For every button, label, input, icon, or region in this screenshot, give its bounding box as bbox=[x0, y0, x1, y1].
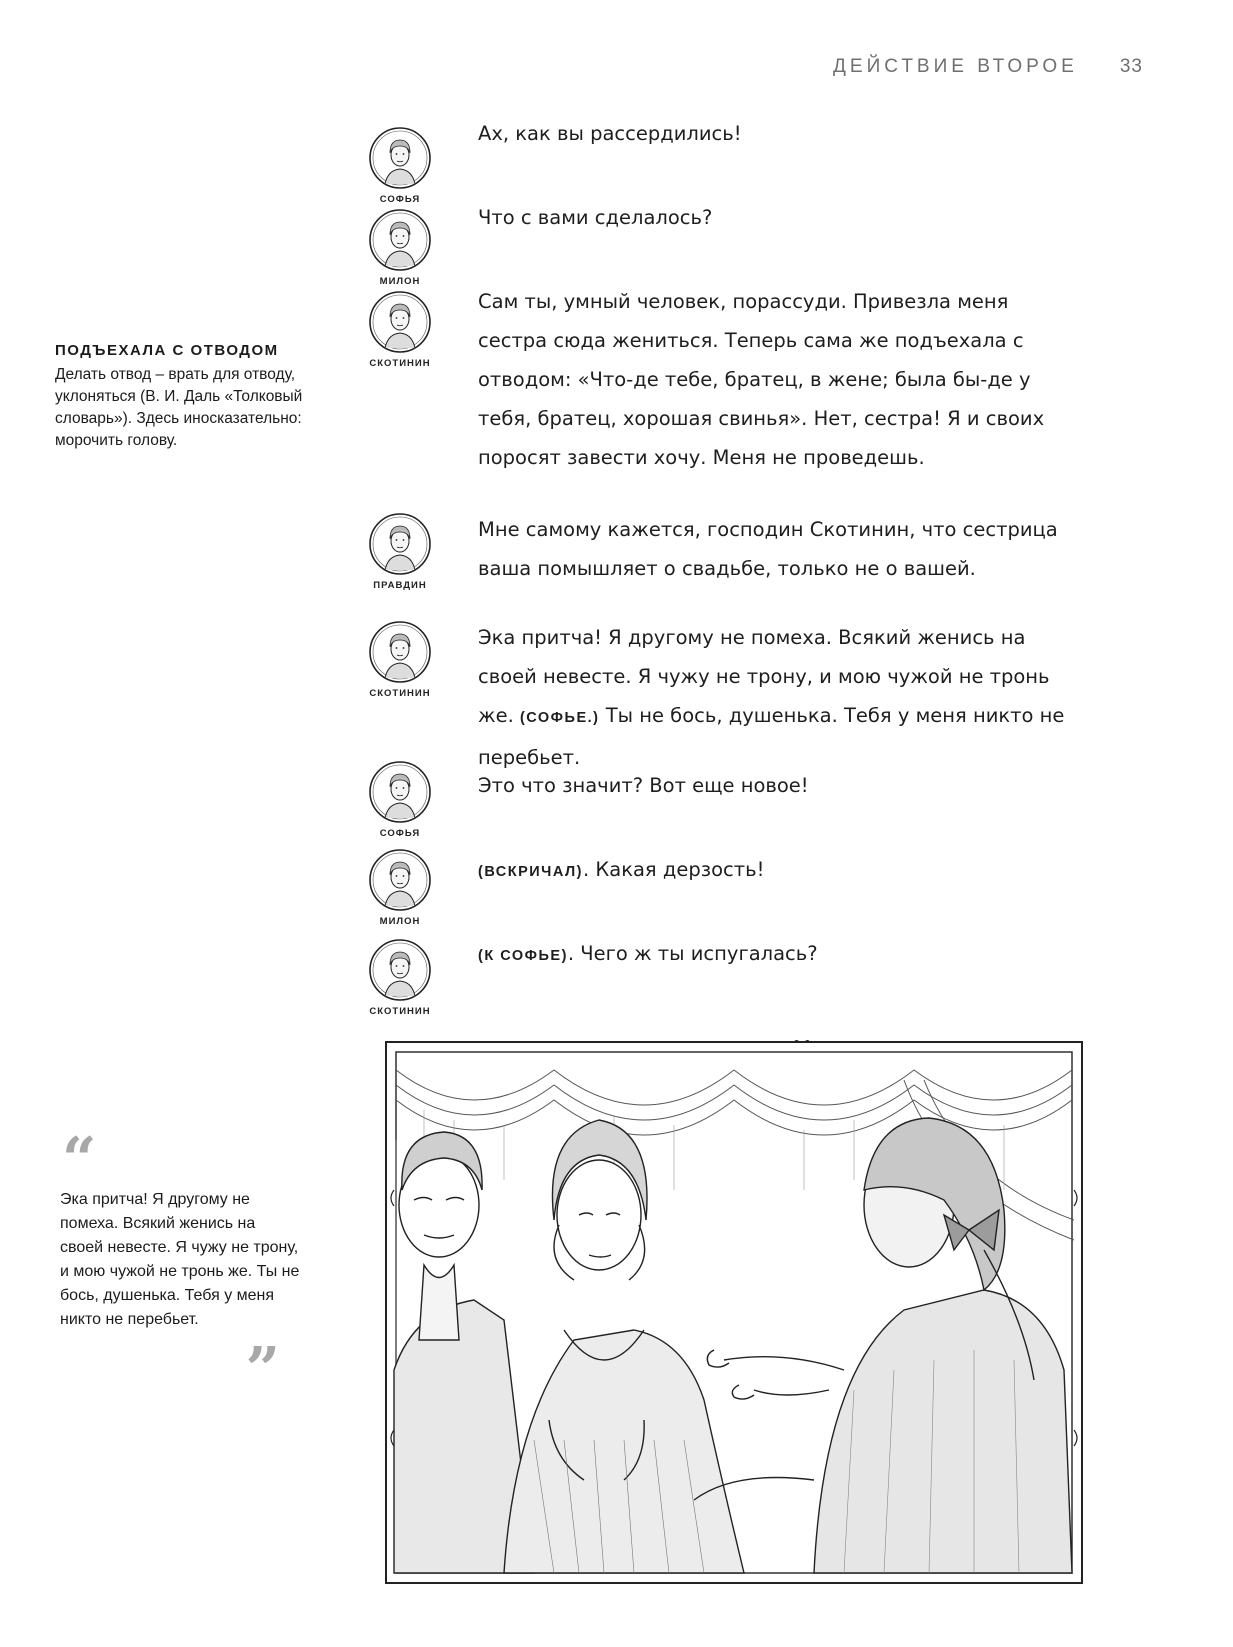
speaker-portrait-milon bbox=[364, 848, 436, 927]
dialogue-line: Что с вами сделалось? bbox=[478, 206, 713, 229]
sofya-portrait-icon bbox=[368, 126, 432, 190]
skotinin-portrait-icon bbox=[368, 938, 432, 1002]
speaker-name: СОФЬЯ bbox=[379, 194, 421, 205]
section-title: ДЕЙСТВИЕ ВТОРОЕ bbox=[833, 56, 1078, 77]
milon-portrait-icon bbox=[368, 208, 432, 272]
speaker-name: СОФЬЯ bbox=[379, 828, 421, 839]
speaker-portrait-skotinin bbox=[364, 620, 436, 699]
dialogue-line bbox=[478, 850, 1078, 892]
dialogue-text: Эка притча! Я другому не помеха. Всякий женись на своей невесте. Я чужу не трону, и мою чужой не тронь же. bbox=[478, 626, 1050, 727]
pull-quote-text: Эка притча! Я другому не помеха. Всякий женись на своей невесте. Я чужу не трону, и мою чужой не тронь же. Ты не бось, душенька. Тебя у меня никто не перебьет. bbox=[60, 1191, 300, 1328]
dialogue-text: . Какая дерзость! bbox=[583, 858, 765, 881]
skotinin-portrait-icon bbox=[368, 290, 432, 354]
page-number: 33 bbox=[1119, 56, 1143, 77]
dialogue-text: Ты не бось, душенька. Тебя у меня никто не перебьет. bbox=[478, 704, 1065, 769]
open-quote-icon: “ bbox=[62, 1125, 97, 1195]
glossary-note bbox=[55, 340, 335, 452]
glossary-term: ПОДЪЕХАЛА С ОТВОДОМ bbox=[55, 342, 279, 359]
speaker-name: СКОТИНИН bbox=[369, 358, 431, 369]
pravdin-portrait-icon bbox=[368, 512, 432, 576]
dialogue-line: Мне самому кажется, господин Скотинин, что сестрица ваша помышляет о свадьбе, только не о вашей. bbox=[478, 518, 1058, 580]
speaker-name: МИЛОН bbox=[379, 276, 421, 287]
stage-direction: (К СОФЬЕ) bbox=[478, 948, 568, 964]
speaker-name: МИЛОН bbox=[379, 916, 421, 927]
dialogue-line bbox=[478, 618, 1078, 777]
speaker-name: СКОТИНИН bbox=[369, 1006, 431, 1017]
pull-quote bbox=[60, 1125, 300, 1405]
speaker-portrait-sofya bbox=[364, 126, 436, 205]
dialogue-line: Сам ты, умный человек, порассуди. Привезла меня сестра сюда жениться. Теперь сама же подъехала с отводом: «Что-де тебе, братец, в жене; была бы-де у тебя, братец, хорошая свинья». Нет, сестра! Я и своих поросят завести хочу. Меня не проведешь. bbox=[478, 290, 1045, 469]
skotinin-portrait-icon bbox=[368, 620, 432, 684]
speaker-name: ПРАВДИН bbox=[373, 580, 427, 591]
dialogue-line: Ах, как вы рассердились! bbox=[478, 122, 742, 145]
speaker-portrait-skotinin bbox=[364, 290, 436, 369]
dialogue-text: . Чего ж ты испугалась? bbox=[567, 942, 818, 965]
theatre-scene-illustration bbox=[384, 1040, 1084, 1585]
close-quote-icon: ” bbox=[245, 1335, 280, 1405]
glossary-definition: Делать отвод – врать для отводу, уклоняться (В. И. Даль «Толковый словарь»). Здесь иносказательно: морочить голову. bbox=[55, 366, 303, 449]
dialogue-line: Это что значит? Вот еще новое! bbox=[478, 774, 809, 797]
sofya-portrait-icon bbox=[368, 760, 432, 824]
speaker-portrait-pravdin bbox=[364, 512, 436, 591]
dialogue-line bbox=[478, 934, 1078, 976]
running-header bbox=[833, 56, 1143, 78]
speaker-portrait-skotinin bbox=[364, 938, 436, 1017]
stage-direction: (ВСКРИЧАЛ) bbox=[478, 864, 584, 880]
milon-portrait-icon bbox=[368, 848, 432, 912]
stage-direction: (СОФЬЕ.) bbox=[519, 710, 600, 726]
speaker-portrait-sofya bbox=[364, 760, 436, 839]
speaker-portrait-milon bbox=[364, 208, 436, 287]
speaker-name: СКОТИНИН bbox=[369, 688, 431, 699]
